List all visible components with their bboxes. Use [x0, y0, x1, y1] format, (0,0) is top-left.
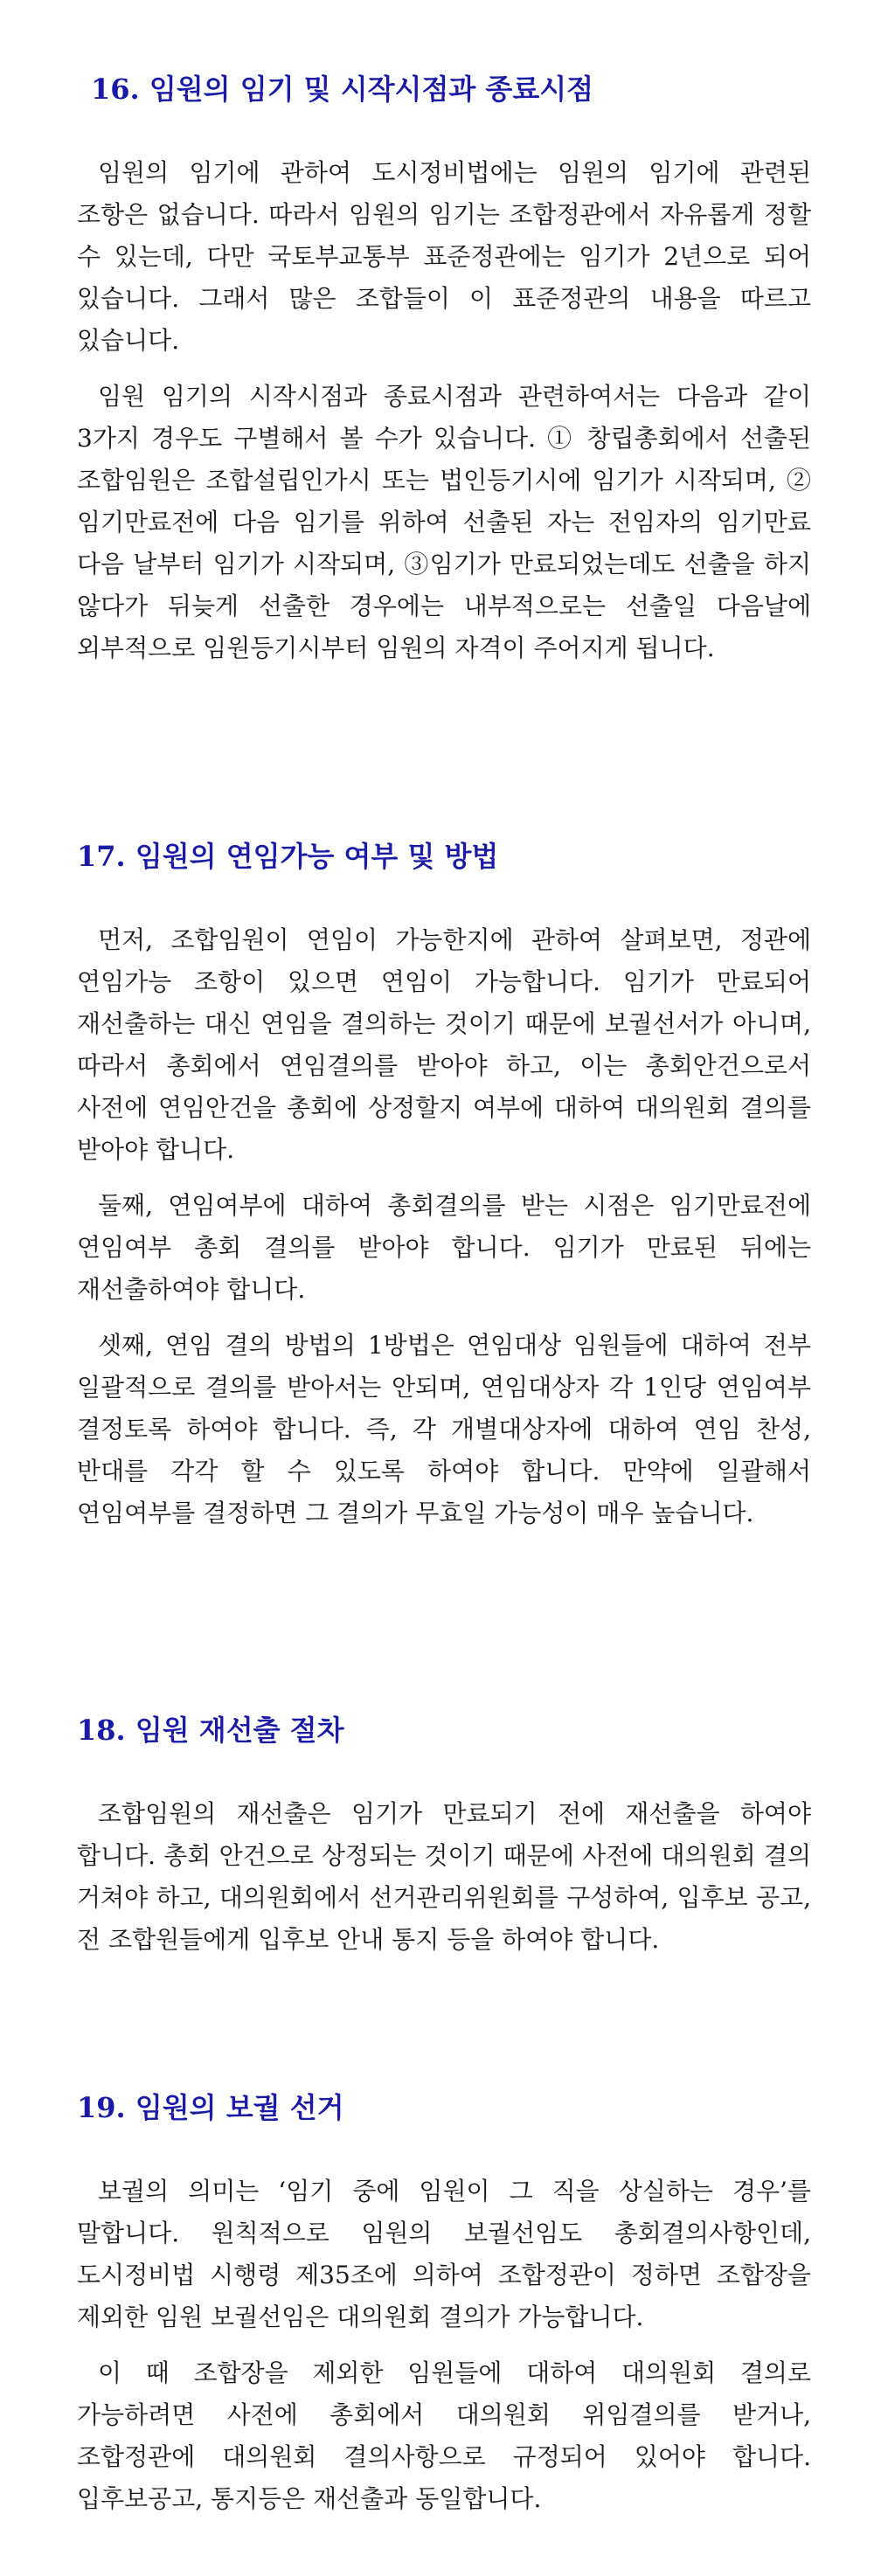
section-heading: 17. 임원의 연임가능 여부 및 방법 [77, 840, 499, 873]
paragraph: 둘째, 연임여부에 대하여 총회결의를 받는 시점은 임기만료전에 연임여부 총회 결의를 받아야 합니다. 임기가 만료된 뒤에는 재선출하여야 합니다. [77, 1191, 811, 1304]
section-18 [77, 1711, 811, 1961]
section-heading: 16. 임원의 임기 및 시작시점과 종료시점 [91, 73, 594, 106]
paragraph: 셋째, 연임 결의 방법의 1방법은 연임대상 임원들에 대하여 전부 일괄적으로 결의를 받아서는 안되며, 연임대상자 각 1인당 연임여부 결정토록 하여야 합니다. 즉, 각 개별대상자에 대하여 연임 찬성, 반대를 각각 할 수 있도록 하여야 합니다. 만약에 일괄해서 연임여부를 결정하면 그 결의가 무효일 가능성이 매우 높습니다. [77, 1331, 811, 1527]
paragraph: 보궐의 의미는 ‘임기 중에 임원이 그 직을 상실하는 경우’를 말합니다. 원칙적으로 임원의 보궐선임도 총회결의사항인데, 도시정비법 시행령 제35조에 의하여 조합정관이 정하면 조합장을 제외한 임원 보궐선임은 대의원회 결의가 가능합니다. [77, 2177, 811, 2331]
section-16 [77, 70, 811, 669]
paragraph: 임원 임기의 시작시점과 종료시점과 관련하여서는 다음과 같이 3가지 경우도 구별해서 볼 수가 있습니다. ① 창립총회에서 선출된 조합임원은 조합설립인가시 또는 법인등기시에 임기가 시작되며, ② 임기만료전에 다음 임기를 위하여 선출된 자는 전임자의 임기만료 다음 날부터 임기가 시작되며, ③임기가 만료되었는데도 선출을 하지 않다가 뒤늦게 선출한 경우에는 내부적으로는 선출일 다음날에 외부적으로 임원등기시부터 임원의 자격이 주어지게 됩니다. [77, 382, 811, 662]
paragraph: 이 때 조합장을 제외한 임원들에 대하여 대의원회 결의로 가능하려면 사전에 총회에서 대의원회 위임결의를 받거나, 조합정관에 대의원회 결의사항으로 규정되어 있어야 합니다. 입후보공고, 통지등은 재선출과 동일합니다. [77, 2358, 811, 2513]
paragraph: 먼저, 조합임원이 연임이 가능한지에 관하여 살펴보면, 정관에 연임가능 조항이 있으면 연임이 가능합니다. 임기가 만료되어 재선출하는 대신 연임을 결의하는 것이기 때문에 보궐선서가 아니며, 따라서 총회에서 연임결의를 받아야 하고, 이는 총회안건으로서 사전에 연임안건을 총회에 상정할지 여부에 대하여 대의원회 결의를 받아야 합니다. [77, 925, 811, 1164]
section-heading: 19. 임원의 보궐 선거 [77, 2091, 344, 2124]
section-heading: 18. 임원 재선출 절차 [77, 1714, 344, 1747]
paragraph: 조합임원의 재선출은 임기가 만료되기 전에 재선출을 하여야 합니다. 총회 안건으로 상정되는 것이기 때문에 사전에 대의원회 결의 거쳐야 하고, 대의원회에서 선거관리위원회를 구성하여, 입후보 공고, 전 조합원들에게 입후보 안내 통지 등을 하여야 합니다. [77, 1799, 811, 1954]
section-19 [77, 2088, 811, 2520]
paragraph: 임원의 임기에 관하여 도시정비법에는 임원의 임기에 관련된 조항은 없습니다. 따라서 임원의 임기는 조합정관에서 자유롭게 정할 수 있는데, 다만 국토부교통부 표준정관에는 임기가 2년으로 되어 있습니다. 그래서 많은 조합들이 이 표준정관의 내용을 따르고 있습니다. [77, 158, 811, 355]
section-17 [77, 837, 811, 1534]
